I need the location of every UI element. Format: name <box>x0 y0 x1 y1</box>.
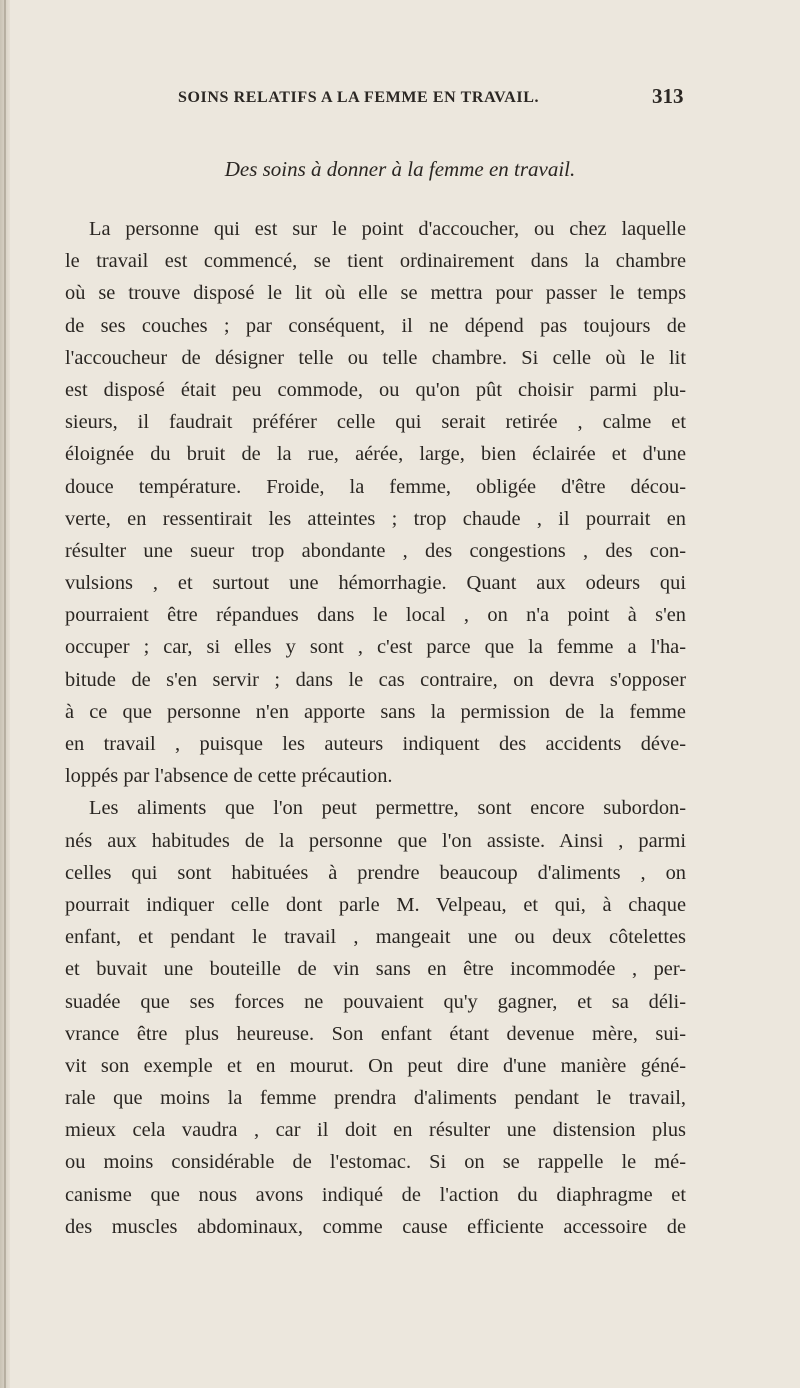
text-line: enfant, et pendant le travail , mangeait une ou deux côtelettes <box>65 926 686 949</box>
text-line: occuper ; car, si elles y sont , c'est parce que la femme a l'ha- <box>65 636 686 659</box>
text-line: rale que moins la femme prendra d'aliments pendant le travail, <box>65 1087 686 1110</box>
text-line: loppés par l'absence de cette précaution. <box>65 765 393 788</box>
page-number: 313 <box>652 84 684 108</box>
text-line: suadée que ses forces ne pouvaient qu'y gagner, et sa déli- <box>65 990 686 1013</box>
text-line: vrance être plus heureuse. Son enfant étant devenue mère, sui- <box>65 1022 686 1045</box>
text-line: ou moins considérable de l'estomac. Si on se rappelle le mé- <box>65 1151 686 1174</box>
text-line: celles qui sont habituées à prendre beaucoup d'aliments , on <box>65 861 686 884</box>
text-line: où se trouve disposé le lit où elle se mettra pour passer le temps <box>65 282 686 305</box>
text-line: Les aliments que l'on peut permettre, sont encore subordon- <box>89 797 686 820</box>
text-line: éloignée du bruit de la rue, aérée, large, bien éclairée et d'une <box>65 443 686 466</box>
book-gutter-shadow <box>4 0 6 1388</box>
text-line: le travail est commencé, se tient ordinairement dans la chambre <box>65 250 686 273</box>
section-heading: Des soins à donner à la femme en travail. <box>224 157 576 181</box>
running-head: SOINS RELATIFS A LA FEMME EN TRAVAIL. <box>178 89 540 106</box>
text-line: vulsions , et surtout une hémorrhagie. Quant aux odeurs qui <box>65 572 686 595</box>
text-line: de ses couches ; par conséquent, il ne dépend pas toujours de <box>65 314 686 337</box>
text-line: douce température. Froide, la femme, obligée d'être décou- <box>65 475 686 498</box>
body-text <box>65 213 686 1243</box>
text-line: bitude de s'en servir ; dans le cas contraire, on devra s'opposer <box>65 668 686 691</box>
text-line: mieux cela vaudra , car il doit en résulter une distension plus <box>65 1119 686 1142</box>
text-line: vit son exemple et en mourut. On peut dire d'une manière géné- <box>65 1054 686 1077</box>
text-line: est disposé était peu commode, ou qu'on pût choisir parmi plu- <box>65 378 686 401</box>
text-line: en travail , puisque les auteurs indiquent des accidents déve- <box>65 733 686 755</box>
text-line: résulter une sueur trop abondante , des congestions , des con- <box>65 539 686 562</box>
text-line: l'accoucheur de désigner telle ou telle chambre. Si celle où le lit <box>65 346 686 369</box>
text-line: nés aux habitudes de la personne que l'on assiste. Ainsi , parmi <box>65 829 686 852</box>
text-line: canisme que nous avons indiqué de l'action du diaphragme et <box>65 1183 686 1206</box>
text-line: verte, en ressentirait les atteintes ; trop chaude , il pourrait en <box>65 507 686 530</box>
text-line: à ce que personne n'en apporte sans la permission de la femme <box>65 700 686 723</box>
text-line: sieurs, il faudrait préférer celle qui serait retirée , calme et <box>65 411 686 434</box>
text-line: et buvait une bouteille de vin sans en être incommodée , per- <box>65 958 686 981</box>
text-line: pourraient être répandues dans le local , on n'a point à s'en <box>65 604 686 627</box>
text-line: La personne qui est sur le point d'accoucher, ou chez laquelle <box>89 218 686 240</box>
text-line: pourrait indiquer celle dont parle M. Velpeau, et qui, à chaque <box>65 893 686 916</box>
text-line: des muscles abdominaux, comme cause efficiente accessoire de <box>65 1215 686 1238</box>
